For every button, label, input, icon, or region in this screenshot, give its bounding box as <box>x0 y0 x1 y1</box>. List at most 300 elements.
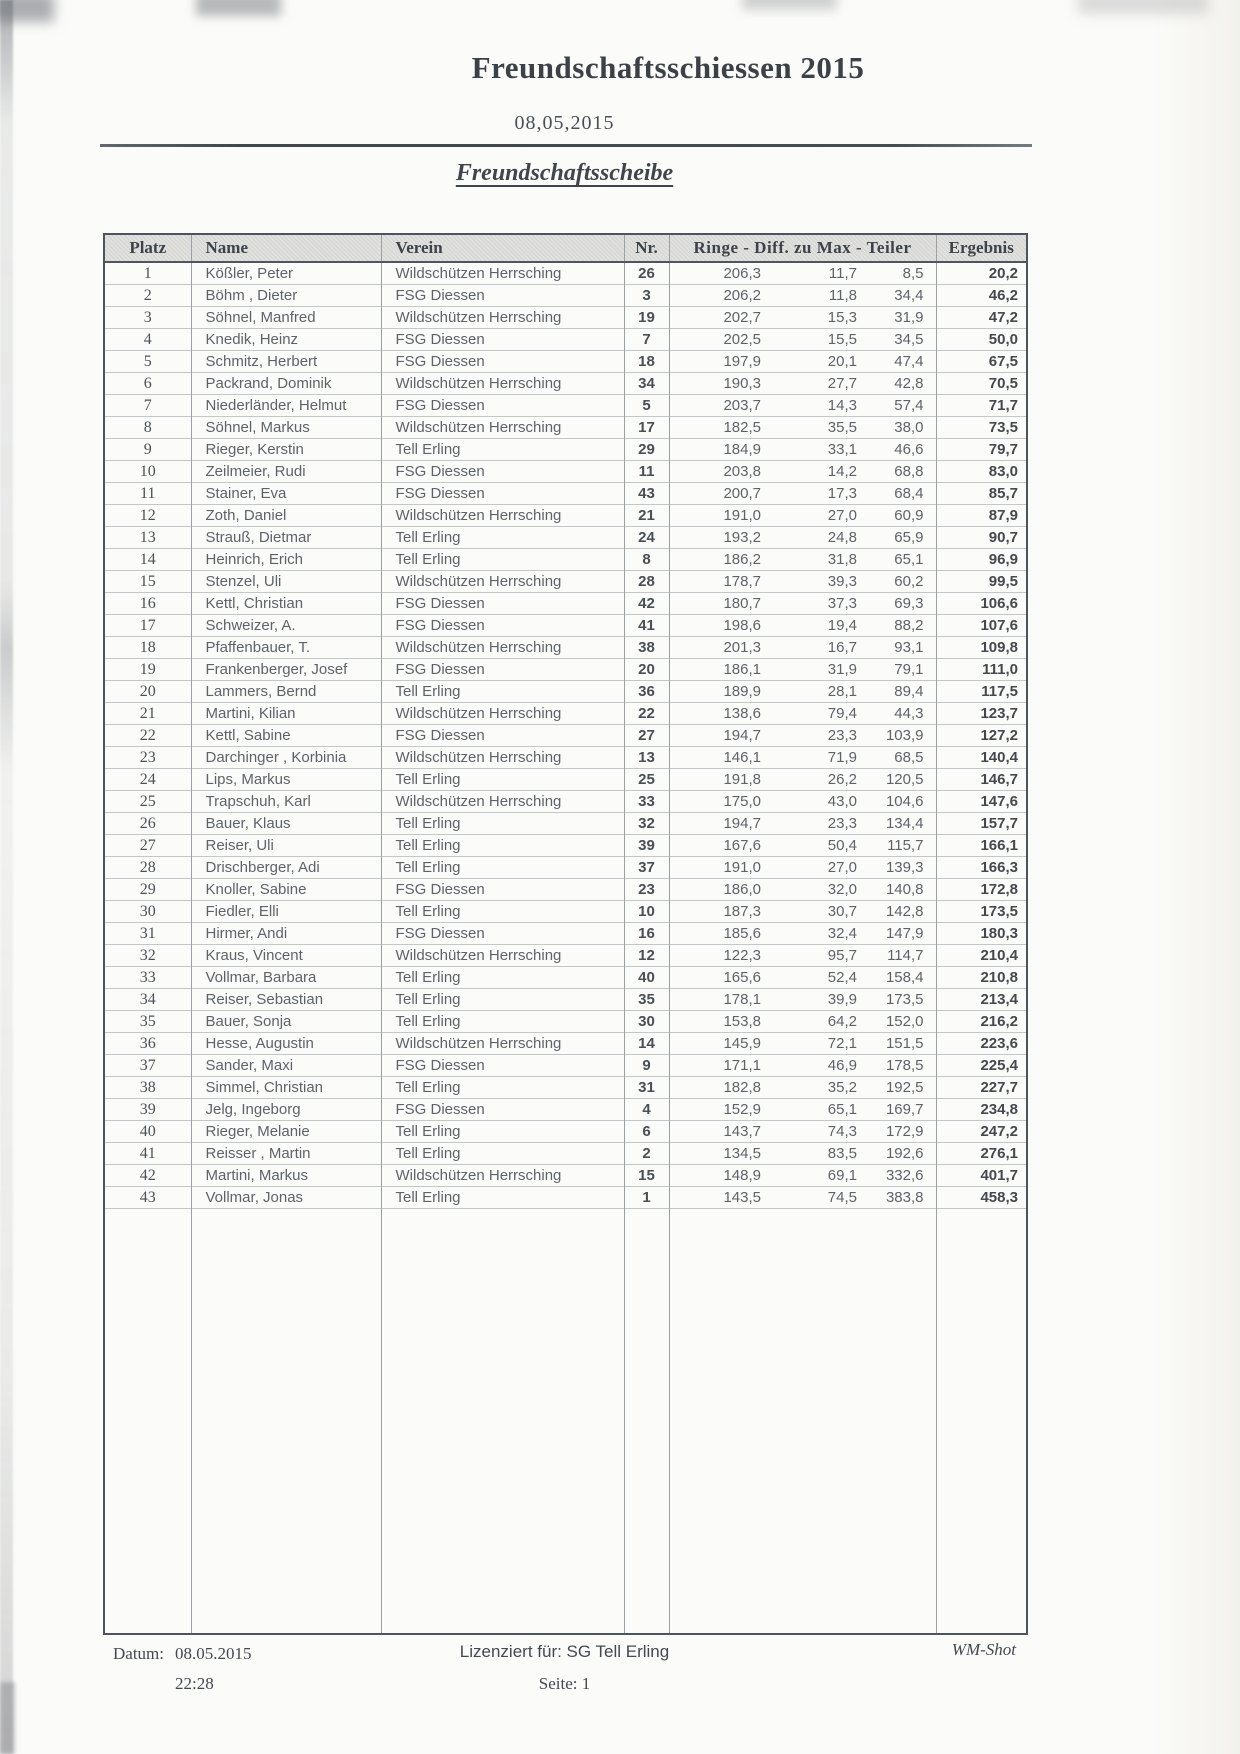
cell-verein: Wildschützen Herrsching <box>381 703 624 725</box>
cell-nr: 13 <box>624 747 669 769</box>
cell-platz: 1 <box>104 262 191 285</box>
cell-ringe: 194,7 <box>669 813 773 835</box>
cell-verein: Tell Erling <box>381 527 624 549</box>
cell-teiler: 38,0 <box>869 417 936 439</box>
cell-teiler: 332,6 <box>869 1165 936 1187</box>
cell-diff: 23,3 <box>773 725 869 747</box>
cell-platz: 17 <box>104 615 191 637</box>
table-row <box>104 791 1027 813</box>
cell-ringe: 194,7 <box>669 725 773 747</box>
cell-teiler: 139,3 <box>869 857 936 879</box>
cell-platz: 19 <box>104 659 191 681</box>
cell-verein: Wildschützen Herrsching <box>381 417 624 439</box>
footer-line-1 <box>103 1640 1026 1674</box>
footer-line-2 <box>103 1674 1026 1704</box>
cell-teiler: 44,3 <box>869 703 936 725</box>
cell-platz: 26 <box>104 813 191 835</box>
cell-teiler: 34,5 <box>869 329 936 351</box>
cell-verein: Tell Erling <box>381 439 624 461</box>
cell-nr: 21 <box>624 505 669 527</box>
cell-ringe: 122,3 <box>669 945 773 967</box>
cell-ergebnis: 111,0 <box>936 659 1027 681</box>
cell-diff: 26,2 <box>773 769 869 791</box>
cell-teiler: 192,5 <box>869 1077 936 1099</box>
cell-teiler: 178,5 <box>869 1055 936 1077</box>
cell-ringe: 143,7 <box>669 1121 773 1143</box>
cell-ringe: 186,0 <box>669 879 773 901</box>
table-row <box>104 1187 1027 1209</box>
cell-verein: Tell Erling <box>381 681 624 703</box>
cell-ringe: 167,6 <box>669 835 773 857</box>
cell-platz: 40 <box>104 1121 191 1143</box>
cell-nr: 19 <box>624 307 669 329</box>
cell-diff: 35,2 <box>773 1077 869 1099</box>
cell-platz: 43 <box>104 1187 191 1209</box>
cell-ergebnis: 216,2 <box>936 1011 1027 1033</box>
cell-diff: 35,5 <box>773 417 869 439</box>
cell-name: Sander, Maxi <box>191 1055 381 1077</box>
cell-teiler: 42,8 <box>869 373 936 395</box>
empty-cell <box>381 1209 624 1635</box>
empty-cell <box>624 1209 669 1635</box>
cell-ergebnis: 210,4 <box>936 945 1027 967</box>
cell-platz: 4 <box>104 329 191 351</box>
cell-teiler: 79,1 <box>869 659 936 681</box>
table-row <box>104 1055 1027 1077</box>
cell-ringe: 182,8 <box>669 1077 773 1099</box>
cell-diff: 39,3 <box>773 571 869 593</box>
cell-diff: 24,8 <box>773 527 869 549</box>
cell-diff: 46,9 <box>773 1055 869 1077</box>
cell-platz: 12 <box>104 505 191 527</box>
cell-ergebnis: 50,0 <box>936 329 1027 351</box>
cell-ergebnis: 107,6 <box>936 615 1027 637</box>
cell-verein: Wildschützen Herrsching <box>381 1165 624 1187</box>
cell-platz: 31 <box>104 923 191 945</box>
cell-ergebnis: 71,7 <box>936 395 1027 417</box>
cell-name: Darchinger , Korbinia <box>191 747 381 769</box>
cell-ringe: 203,7 <box>669 395 773 417</box>
cell-verein: FSG Diessen <box>381 285 624 307</box>
cell-diff: 23,3 <box>773 813 869 835</box>
table-row <box>104 395 1027 417</box>
cell-name: Knoller, Sabine <box>191 879 381 901</box>
cell-teiler: 152,0 <box>869 1011 936 1033</box>
cell-platz: 32 <box>104 945 191 967</box>
table-row <box>104 813 1027 835</box>
table-row <box>104 329 1027 351</box>
cell-ergebnis: 166,1 <box>936 835 1027 857</box>
cell-ergebnis: 67,5 <box>936 351 1027 373</box>
cell-name: Lips, Markus <box>191 769 381 791</box>
table-row <box>104 1011 1027 1033</box>
cell-ergebnis: 223,6 <box>936 1033 1027 1055</box>
table-row <box>104 659 1027 681</box>
cell-nr: 36 <box>624 681 669 703</box>
cell-ergebnis: 166,3 <box>936 857 1027 879</box>
cell-diff: 27,0 <box>773 857 869 879</box>
cell-teiler: 65,9 <box>869 527 936 549</box>
cell-ringe: 171,1 <box>669 1055 773 1077</box>
table-row <box>104 703 1027 725</box>
cell-ringe: 178,1 <box>669 989 773 1011</box>
cell-ringe: 184,9 <box>669 439 773 461</box>
scan-artifact <box>0 0 54 22</box>
cell-platz: 34 <box>104 989 191 1011</box>
cell-ergebnis: 106,6 <box>936 593 1027 615</box>
cell-diff: 64,2 <box>773 1011 869 1033</box>
cell-ergebnis: 79,7 <box>936 439 1027 461</box>
cell-ergebnis: 173,5 <box>936 901 1027 923</box>
cell-ergebnis: 109,8 <box>936 637 1027 659</box>
cell-diff: 43,0 <box>773 791 869 813</box>
scan-artifact <box>196 0 281 16</box>
cell-diff: 14,2 <box>773 461 869 483</box>
cell-platz: 2 <box>104 285 191 307</box>
cell-verein: Tell Erling <box>381 1187 624 1209</box>
empty-cell <box>104 1209 191 1635</box>
cell-ringe: 187,3 <box>669 901 773 923</box>
cell-diff: 39,9 <box>773 989 869 1011</box>
cell-ringe: 182,5 <box>669 417 773 439</box>
cell-diff: 33,1 <box>773 439 869 461</box>
cell-verein: Wildschützen Herrsching <box>381 262 624 285</box>
cell-name: Kößler, Peter <box>191 262 381 285</box>
cell-platz: 28 <box>104 857 191 879</box>
cell-teiler: 383,8 <box>869 1187 936 1209</box>
scan-artifact <box>0 1682 15 1754</box>
cell-platz: 18 <box>104 637 191 659</box>
cell-platz: 9 <box>104 439 191 461</box>
cell-teiler: 147,9 <box>869 923 936 945</box>
cell-nr: 17 <box>624 417 669 439</box>
cell-diff: 27,7 <box>773 373 869 395</box>
cell-nr: 23 <box>624 879 669 901</box>
cell-ergebnis: 90,7 <box>936 527 1027 549</box>
cell-verein: FSG Diessen <box>381 615 624 637</box>
cell-name: Fiedler, Elli <box>191 901 381 923</box>
datum-label: Datum: <box>113 1644 164 1663</box>
cell-name: Heinrich, Erich <box>191 549 381 571</box>
cell-nr: 40 <box>624 967 669 989</box>
cell-ergebnis: 46,2 <box>936 285 1027 307</box>
table-row <box>104 835 1027 857</box>
cell-teiler: 169,7 <box>869 1099 936 1121</box>
cell-diff: 69,1 <box>773 1165 869 1187</box>
cell-teiler: 89,4 <box>869 681 936 703</box>
cell-verein: Wildschützen Herrsching <box>381 791 624 813</box>
event-date: 08,05,2015 <box>514 112 615 134</box>
cell-ergebnis: 70,5 <box>936 373 1027 395</box>
cell-teiler: 60,9 <box>869 505 936 527</box>
cell-verein: Tell Erling <box>381 769 624 791</box>
cell-nr: 14 <box>624 1033 669 1055</box>
cell-platz: 14 <box>104 549 191 571</box>
cell-diff: 71,9 <box>773 747 869 769</box>
cell-ringe: 148,9 <box>669 1165 773 1187</box>
cell-ergebnis: 83,0 <box>936 461 1027 483</box>
cell-platz: 38 <box>104 1077 191 1099</box>
cell-verein: Tell Erling <box>381 967 624 989</box>
cell-diff: 30,7 <box>773 901 869 923</box>
table-row <box>104 307 1027 329</box>
cell-verein: FSG Diessen <box>381 483 624 505</box>
cell-verein: Wildschützen Herrsching <box>381 571 624 593</box>
cell-ringe: 138,6 <box>669 703 773 725</box>
cell-diff: 20,1 <box>773 351 869 373</box>
cell-verein: FSG Diessen <box>381 725 624 747</box>
cell-nr: 8 <box>624 549 669 571</box>
cell-ergebnis: 20,2 <box>936 262 1027 285</box>
cell-ringe: 186,1 <box>669 659 773 681</box>
cell-name: Hesse, Augustin <box>191 1033 381 1055</box>
cell-teiler: 46,6 <box>869 439 936 461</box>
cell-nr: 32 <box>624 813 669 835</box>
cell-platz: 41 <box>104 1143 191 1165</box>
cell-name: Söhnel, Markus <box>191 417 381 439</box>
cell-name: Rieger, Kerstin <box>191 439 381 461</box>
software-brand: WM-Shot <box>951 1640 1016 1659</box>
cell-verein: Wildschützen Herrsching <box>381 945 624 967</box>
cell-nr: 18 <box>624 351 669 373</box>
cell-ringe: 197,9 <box>669 351 773 373</box>
cell-nr: 5 <box>624 395 669 417</box>
cell-nr: 37 <box>624 857 669 879</box>
table-row <box>104 615 1027 637</box>
cell-ergebnis: 47,2 <box>936 307 1027 329</box>
cell-verein: FSG Diessen <box>381 351 624 373</box>
cell-diff: 31,8 <box>773 549 869 571</box>
cell-verein: FSG Diessen <box>381 1055 624 1077</box>
cell-ergebnis: 73,5 <box>936 417 1027 439</box>
cell-diff: 15,5 <box>773 329 869 351</box>
page-number: Seite: 1 <box>538 1674 591 1693</box>
results-table <box>103 233 1028 1635</box>
cell-teiler: 151,5 <box>869 1033 936 1055</box>
cell-name: Reiser, Sebastian <box>191 989 381 1011</box>
cell-verein: Wildschützen Herrsching <box>381 1033 624 1055</box>
cell-platz: 21 <box>104 703 191 725</box>
cell-verein: Tell Erling <box>381 1011 624 1033</box>
cell-nr: 12 <box>624 945 669 967</box>
cell-nr: 43 <box>624 483 669 505</box>
cell-diff: 37,3 <box>773 593 869 615</box>
cell-teiler: 69,3 <box>869 593 936 615</box>
cell-diff: 79,4 <box>773 703 869 725</box>
cell-platz: 8 <box>104 417 191 439</box>
cell-verein: FSG Diessen <box>381 879 624 901</box>
scan-artifact <box>0 0 13 1754</box>
cell-ringe: 180,7 <box>669 593 773 615</box>
empty-table-area <box>104 1209 1027 1635</box>
table-row <box>104 593 1027 615</box>
cell-ringe: 145,9 <box>669 1033 773 1055</box>
cell-ergebnis: 401,7 <box>936 1165 1027 1187</box>
cell-diff: 11,7 <box>773 262 869 285</box>
cell-verein: Tell Erling <box>381 1077 624 1099</box>
cell-diff: 83,5 <box>773 1143 869 1165</box>
cell-teiler: 134,4 <box>869 813 936 835</box>
cell-diff: 27,0 <box>773 505 869 527</box>
cell-platz: 42 <box>104 1165 191 1187</box>
cell-ringe: 191,0 <box>669 857 773 879</box>
cell-platz: 16 <box>104 593 191 615</box>
cell-nr: 7 <box>624 329 669 351</box>
table-row <box>104 461 1027 483</box>
table-row <box>104 1099 1027 1121</box>
empty-cell <box>869 1209 936 1635</box>
cell-verein: FSG Diessen <box>381 395 624 417</box>
cell-ringe: 202,5 <box>669 329 773 351</box>
table-row <box>104 351 1027 373</box>
cell-teiler: 68,8 <box>869 461 936 483</box>
cell-teiler: 140,8 <box>869 879 936 901</box>
cell-name: Pfaffenbauer, T. <box>191 637 381 659</box>
table-row <box>104 747 1027 769</box>
cell-name: Niederländer, Helmut <box>191 395 381 417</box>
cell-verein: Tell Erling <box>381 989 624 1011</box>
table-header-row <box>104 234 1027 262</box>
cell-teiler: 68,5 <box>869 747 936 769</box>
page-title: Freundschaftsschiessen 2015 <box>471 50 865 85</box>
cell-teiler: 114,7 <box>869 945 936 967</box>
cell-ergebnis: 276,1 <box>936 1143 1027 1165</box>
empty-cell <box>936 1209 1027 1635</box>
cell-nr: 30 <box>624 1011 669 1033</box>
cell-platz: 15 <box>104 571 191 593</box>
table-row <box>104 549 1027 571</box>
table-row <box>104 945 1027 967</box>
cell-name: Lammers, Bernd <box>191 681 381 703</box>
cell-ringe: 175,0 <box>669 791 773 813</box>
cell-ergebnis: 123,7 <box>936 703 1027 725</box>
cell-platz: 39 <box>104 1099 191 1121</box>
cell-ringe: 203,8 <box>669 461 773 483</box>
cell-platz: 35 <box>104 1011 191 1033</box>
cell-name: Hirmer, Andi <box>191 923 381 945</box>
cell-name: Stainer, Eva <box>191 483 381 505</box>
cell-teiler: 103,9 <box>869 725 936 747</box>
table-row <box>104 879 1027 901</box>
cell-platz: 33 <box>104 967 191 989</box>
cell-verein: FSG Diessen <box>381 593 624 615</box>
cell-diff: 19,4 <box>773 615 869 637</box>
cell-name: Kraus, Vincent <box>191 945 381 967</box>
cell-diff: 50,4 <box>773 835 869 857</box>
cell-name: Trapschuh, Karl <box>191 791 381 813</box>
cell-platz: 29 <box>104 879 191 901</box>
cell-platz: 5 <box>104 351 191 373</box>
cell-diff: 52,4 <box>773 967 869 989</box>
cell-name: Reiser, Uli <box>191 835 381 857</box>
scan-artifact <box>1152 0 1240 1754</box>
cell-nr: 28 <box>624 571 669 593</box>
cell-name: Packrand, Dominik <box>191 373 381 395</box>
cell-name: Knedik, Heinz <box>191 329 381 351</box>
cell-diff: 28,1 <box>773 681 869 703</box>
cell-verein: Tell Erling <box>381 857 624 879</box>
cell-ergebnis: 157,7 <box>936 813 1027 835</box>
cell-ringe: 189,9 <box>669 681 773 703</box>
cell-name: Schweizer, A. <box>191 615 381 637</box>
cell-nr: 33 <box>624 791 669 813</box>
scan-artifact <box>742 0 837 10</box>
cell-ringe: 146,1 <box>669 747 773 769</box>
cell-nr: 24 <box>624 527 669 549</box>
table-row <box>104 1143 1027 1165</box>
time-value: 22:28 <box>175 1674 214 1693</box>
cell-ergebnis: 85,7 <box>936 483 1027 505</box>
table-row <box>104 373 1027 395</box>
cell-ringe: 190,3 <box>669 373 773 395</box>
cell-diff: 14,3 <box>773 395 869 417</box>
table-row <box>104 262 1027 285</box>
cell-platz: 25 <box>104 791 191 813</box>
cell-teiler: 65,1 <box>869 549 936 571</box>
cell-nr: 41 <box>624 615 669 637</box>
table-row <box>104 923 1027 945</box>
cell-nr: 29 <box>624 439 669 461</box>
cell-name: Zeilmeier, Rudi <box>191 461 381 483</box>
cell-ringe: 198,6 <box>669 615 773 637</box>
cell-diff: 11,8 <box>773 285 869 307</box>
table-row <box>104 439 1027 461</box>
cell-verein: Wildschützen Herrsching <box>381 307 624 329</box>
cell-name: Vollmar, Barbara <box>191 967 381 989</box>
table-row <box>104 527 1027 549</box>
cell-platz: 11 <box>104 483 191 505</box>
cell-ergebnis: 458,3 <box>936 1187 1027 1209</box>
cell-nr: 34 <box>624 373 669 395</box>
cell-nr: 6 <box>624 1121 669 1143</box>
cell-platz: 23 <box>104 747 191 769</box>
cell-teiler: 8,5 <box>869 262 936 285</box>
cell-platz: 24 <box>104 769 191 791</box>
cell-ergebnis: 140,4 <box>936 747 1027 769</box>
column-header-name: Name <box>191 234 381 262</box>
cell-name: Söhnel, Manfred <box>191 307 381 329</box>
cell-name: Kettl, Sabine <box>191 725 381 747</box>
cell-verein: Wildschützen Herrsching <box>381 373 624 395</box>
cell-verein: FSG Diessen <box>381 329 624 351</box>
cell-verein: FSG Diessen <box>381 659 624 681</box>
cell-platz: 20 <box>104 681 191 703</box>
cell-ringe: 202,7 <box>669 307 773 329</box>
cell-ergebnis: 127,2 <box>936 725 1027 747</box>
cell-verein: Wildschützen Herrsching <box>381 505 624 527</box>
cell-ergebnis: 172,8 <box>936 879 1027 901</box>
cell-nr: 1 <box>624 1187 669 1209</box>
cell-ergebnis: 147,6 <box>936 791 1027 813</box>
cell-diff: 74,5 <box>773 1187 869 1209</box>
cell-platz: 22 <box>104 725 191 747</box>
cell-ergebnis: 180,3 <box>936 923 1027 945</box>
cell-name: Stenzel, Uli <box>191 571 381 593</box>
cell-name: Martini, Markus <box>191 1165 381 1187</box>
scan-artifact <box>1078 0 1208 14</box>
cell-ringe: 178,7 <box>669 571 773 593</box>
cell-diff: 32,0 <box>773 879 869 901</box>
cell-diff: 72,1 <box>773 1033 869 1055</box>
cell-nr: 3 <box>624 285 669 307</box>
cell-ringe: 143,5 <box>669 1187 773 1209</box>
table-row <box>104 901 1027 923</box>
cell-ergebnis: 234,8 <box>936 1099 1027 1121</box>
table-row <box>104 989 1027 1011</box>
cell-verein: Wildschützen Herrsching <box>381 637 624 659</box>
cell-ergebnis: 99,5 <box>936 571 1027 593</box>
cell-verein: FSG Diessen <box>381 1099 624 1121</box>
